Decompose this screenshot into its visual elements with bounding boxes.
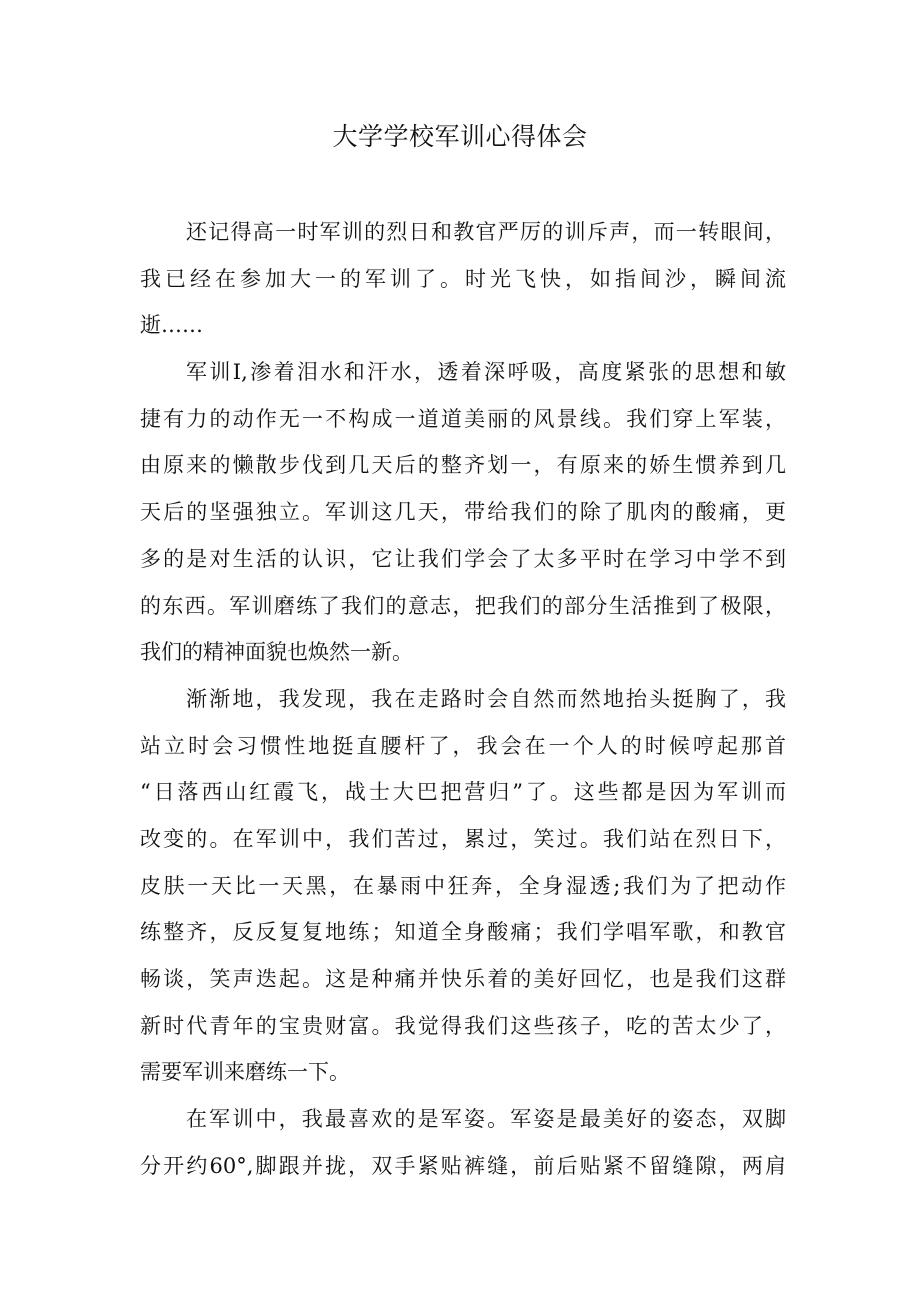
text-line: 分开约60°,脚跟并拢，双手紧贴裤缝，前后贴紧不留缝隙，两肩 xyxy=(140,1153,786,1178)
document-body xyxy=(140,209,786,1189)
text-line: 畅谈，笑声迭起。这是种痛并快乐着的美好回忆，也是我们这群 xyxy=(140,967,786,991)
document-title: 大学学校军训心得体会 xyxy=(332,122,588,151)
text-line: 天后的坚强独立。军训这几天，带给我们的除了肌肉的酸痛，更 xyxy=(140,500,786,525)
text-line: 改变的。在军训中，我们苦过，累过，笑过。我们站在烈日下， xyxy=(140,826,786,851)
text-line: 多的是对生活的认识，它让我们学会了太多平时在学习中学不到 xyxy=(140,546,786,571)
text-line: 皮肤一天比一天黑，在暴雨中狂奔，全身湿透;我们为了把动作 xyxy=(140,873,786,898)
text-line: 的东西。军训磨练了我们的意志，把我们的部分生活推到了极限， xyxy=(140,593,786,618)
text-line: 军训I,渗着泪水和汗水，透着深呼吸，高度紧张的思想和敏 xyxy=(186,360,786,385)
text-line: 需要军训来磨练一下。 xyxy=(140,1060,350,1085)
text-line: 由原来的懒散步伐到几天后的整齐划一，有原来的娇生惯养到几 xyxy=(140,453,786,478)
text-line: 我们的精神面貌也焕然一新。 xyxy=(140,640,413,665)
paragraph-1 xyxy=(140,209,786,349)
text-line: 练整齐，反反复复地练；知道全身酸痛；我们学唱军歌，和教官 xyxy=(140,920,786,945)
text-line: 渐渐地，我发现，我在走路时会自然而然地抬头挺胸了，我 xyxy=(186,686,786,711)
text-line: “日落西山红霞飞，战士大巴把营归”了。这些都是因为军训而 xyxy=(140,780,786,805)
text-line: 我已经在参加大一的军训了。时光飞快，如指间沙，瞬间流 xyxy=(140,266,786,291)
text-line: 还记得高一时军训的烈日和教官严厉的训斥声，而一转眼间， xyxy=(186,220,786,244)
paragraph-3 xyxy=(140,676,786,1096)
text-line: 站立时会习惯性地挺直腰杆了，我会在一个人的时候哼起那首 xyxy=(140,733,786,758)
text-line: 捷有力的动作无一不构成一道道美丽的风景线。我们穿上军装， xyxy=(140,406,786,431)
text-line: 在军训中，我最喜欢的是军姿。军姿是最美好的姿态，双脚 xyxy=(186,1107,786,1132)
text-line: 新时代青年的宝贵财富。我觉得我们这些孩子，吃的苦太少了， xyxy=(140,1013,786,1038)
paragraph-2 xyxy=(140,349,786,676)
text-line: 逝…… xyxy=(140,313,203,338)
paragraph-4 xyxy=(140,1096,786,1189)
